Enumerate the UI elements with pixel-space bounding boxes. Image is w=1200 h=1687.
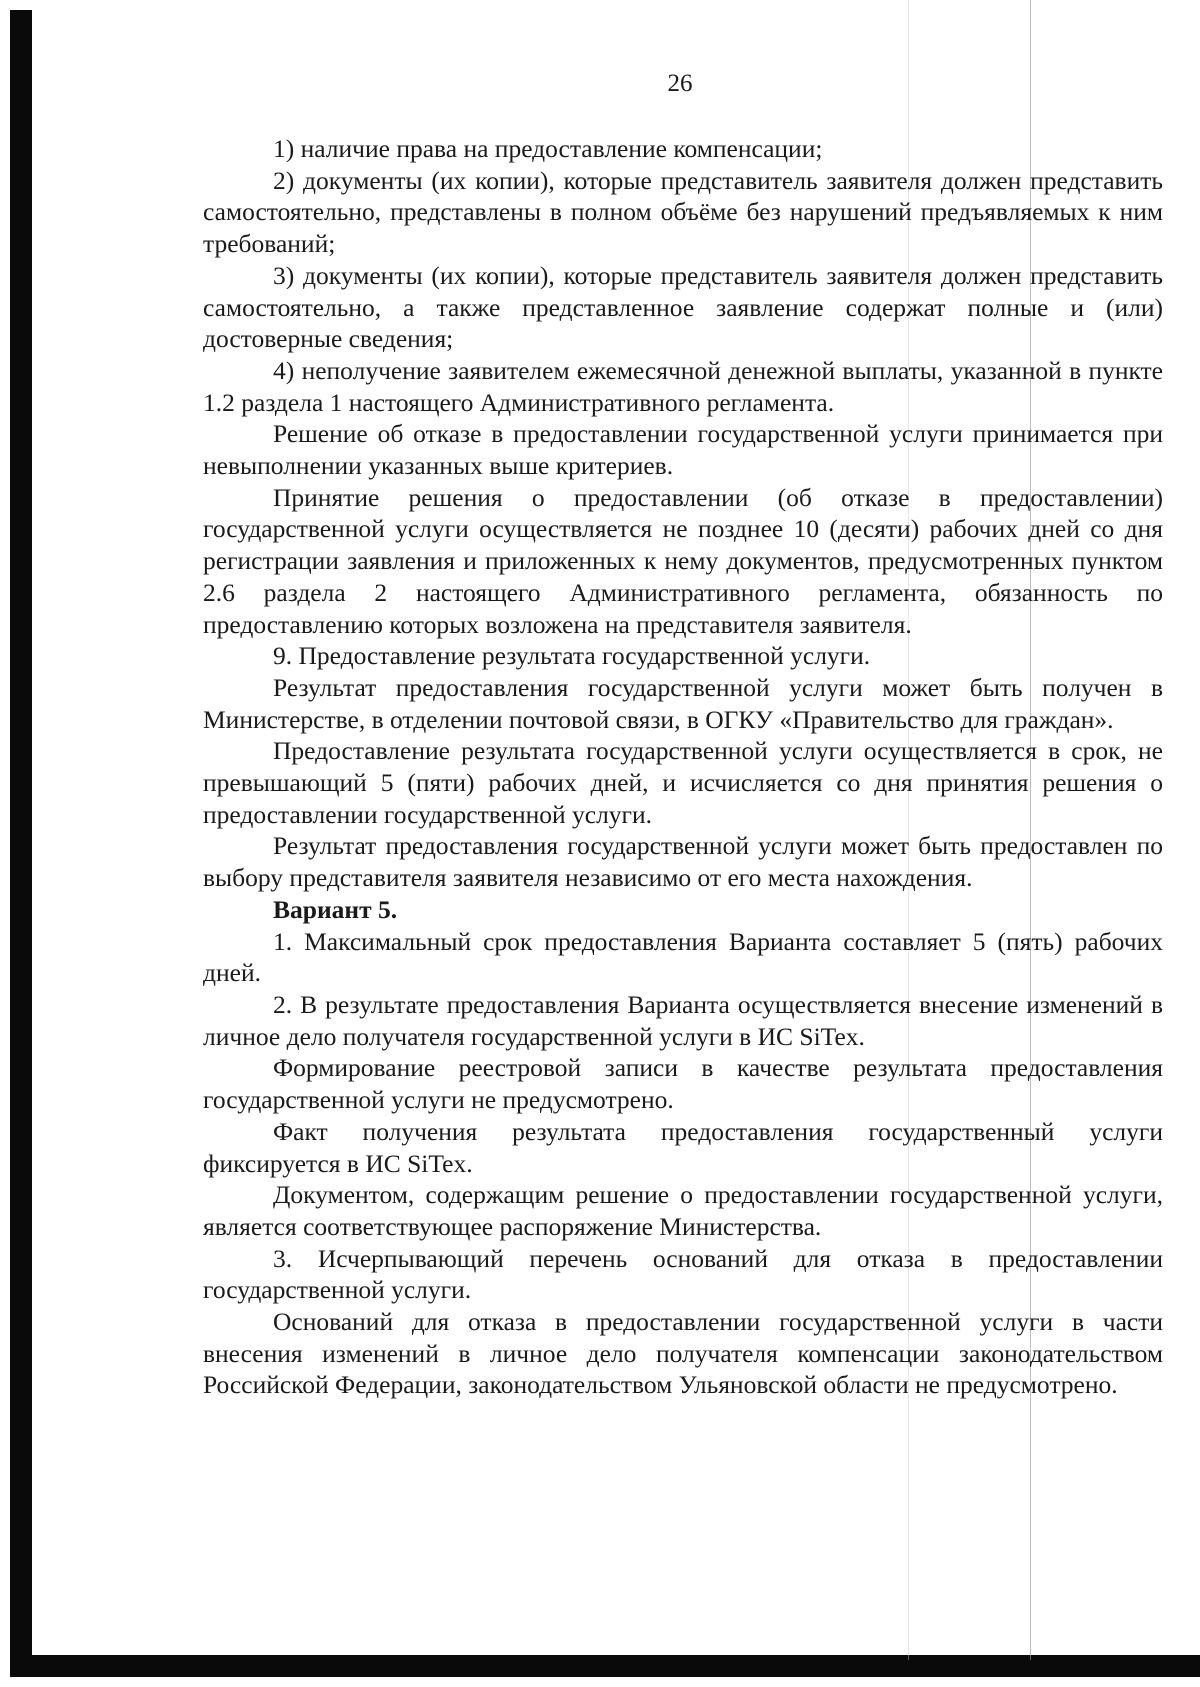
paragraph: 1. Максимальный срок предоставления Варианта составляет 5 (пять) рабочих дней. (203, 926, 1163, 988)
paragraph: 2. В результате предоставления Варианта осуществляется внесение изменений в личное дело получателя государственной услуги в ИС SiTex. (203, 989, 1163, 1051)
paragraph: 2) документы (их копии), которые представитель заявителя должен представить самостоятельно, представлены в полном объёме без нарушений предъявляемых к ним требований; (203, 165, 1163, 259)
paragraph: 1) наличие права на предоставление компенсации; (273, 134, 823, 163)
scan-border-left (10, 10, 32, 1675)
paragraph: Решение об отказе в предоставлении государственной услуги принимается при невыполнении указанных выше критериев. (203, 419, 1163, 481)
variant-heading: Вариант 5. (273, 894, 398, 924)
scan-border-bottom (10, 1655, 1200, 1677)
paragraph: Оснований для отказа в предоставлении государственной услуги в части внесения изменений в личное дело получателя компенсации законодательством Российской Федерации, законодательством Ульяновской области не предусмотрено. (203, 1307, 1163, 1400)
paragraph: Результат предоставления государственной услуги может быть получен в Министерстве, в отделении почтовой связи, в ОГКУ «Правительство для граждан». (203, 672, 1163, 734)
document-body (203, 133, 1163, 1401)
paragraph: Предоставление результата государственной услуги осуществляется в срок, не превышающий 5 (пяти) рабочих дней, и исчисляется со дня принятия решения о предоставлении государственной услуги. (203, 736, 1163, 829)
page-number: 26 (667, 70, 693, 97)
paragraph: Формирование реестровой записи в качестве результата предоставления государственной услуги не предусмотрено. (203, 1053, 1163, 1115)
paragraph: 4) неполучение заявителем ежемесячной денежной выплаты, указанной в пункте 1.2 раздела 1 настоящего Административного регламента. (203, 355, 1163, 417)
paragraph: Результат предоставления государственной услуги может быть предоставлен по выбору представителя заявителя независимо от его места нахождения. (203, 831, 1163, 893)
paragraph: 3) документы (их копии), которые представитель заявителя должен представить самостоятельно, а также представленное заявление содержат полные и (или) достоверные сведения; (203, 260, 1163, 354)
section-heading: 9. Предоставление результата государственной услуги. (273, 641, 871, 671)
paragraph: Принятие решения о предоставлении (об отказе в предоставлении) государственной услуги осуществляется не позднее 10 (десяти) рабочих дней со дня регистрации заявления и приложенных к нему документов, предусмотренных пунктом 2.6 раздела 2 настоящего Административного регламента, обязанность по предоставлению которых возложена на представителя заявителя. (203, 482, 1163, 639)
paragraph: Факт получения результата предоставления государственный услуги фиксируется в ИС SiTex. (203, 1116, 1163, 1178)
paragraph: Документом, содержащим решение о предоставлении государственной услуги, является соответствующее распоряжение Министерства. (203, 1180, 1163, 1241)
paragraph: 3. Исчерпывающий перечень оснований для отказа в предоставлении государственной услуги. (203, 1243, 1163, 1305)
